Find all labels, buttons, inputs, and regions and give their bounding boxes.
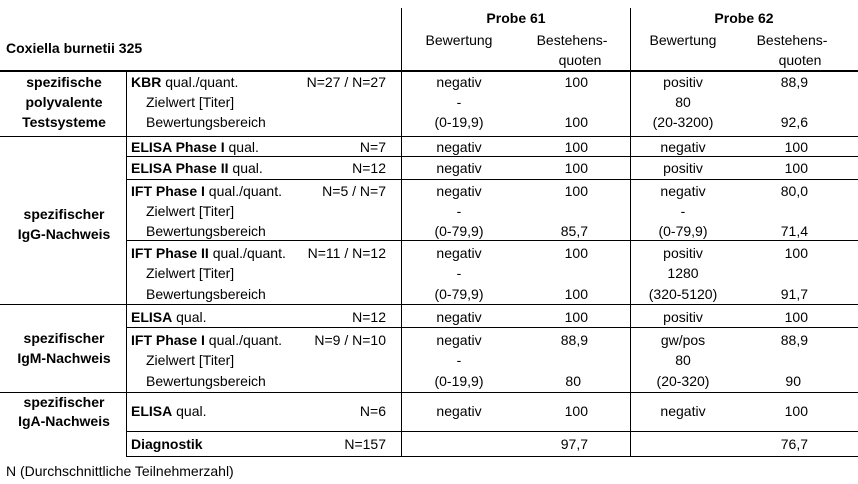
test-n: N=157 [344,436,386,452]
cell-p61-range: (0-79,9) [434,223,484,239]
row-rule [126,240,858,241]
divider-col-probe61 [401,8,402,456]
cell-p61-dash: - [456,94,462,110]
cell-p62-quote: 88,9 [780,332,808,348]
sub-zielwert: Zielwert [Titer] [146,352,235,368]
sub-bewertungsbereich: Bewertungsbereich [146,223,266,239]
cell-p62-result: negativ [660,183,706,199]
cell-p62-range: (320-5120) [648,286,718,302]
divider-col-probe62 [630,8,631,456]
group-rule-3 [0,392,858,393]
cell-p61-quote: 100 [564,245,588,261]
group-label-igg: IgG-Nachweis [17,226,111,242]
test-n: N=9 / N=10 [314,332,386,348]
cell-p62-quote: 100 [784,139,808,155]
test-n: N=7 [359,139,386,155]
test-label-ift-phase1-igm: IFT Phase I qual./quant. [131,332,282,348]
cell-p62-result: negativ [660,403,706,419]
cell-p62-quote: 91,7 [780,286,808,302]
quoten-header-62-b: quoten [778,52,822,68]
test-label-elisa-phase1: ELISA Phase I qual. [131,139,259,155]
sub-zielwert: Zielwert [Titer] [146,94,235,110]
cell-p62-result: positiv [663,160,703,176]
test-n-kbr: N=27 / N=27 [306,74,386,90]
sub-bewertungsbereich: Bewertungsbereich [146,114,266,130]
cell-p62-quote: 100 [784,160,808,176]
cell-p61-range: (0-19,9) [434,373,484,389]
cell-p62-range: (0-79,9) [658,223,708,239]
cell-p62-result: positiv [663,309,703,325]
group-label-polyvalent: spezifische [26,74,102,90]
probe62-header: Probe 62 [714,10,774,26]
cell-p61-quote: 100 [564,160,588,176]
cell-p61-result: negativ [436,245,482,261]
test-n: N=5 / N=7 [322,183,386,199]
divider-col-label [126,71,127,456]
cell-p61-quote: 80 [565,373,581,389]
cell-p62-result: positiv [663,74,703,90]
test-label-elisa-phase2: ELISA Phase II qual. [131,160,263,176]
test-n: N=12 [352,309,386,325]
cell-p61-quote: 88,9 [560,332,588,348]
sub-bewertungsbereich: Bewertungsbereich [146,286,266,302]
group-label-iga: spezifischer [23,394,105,410]
sub-zielwert: Zielwert [Titer] [146,203,235,219]
cell-p61-range: (0-79,9) [434,286,484,302]
row-rule [126,179,858,180]
bewertung-header-61: Bewertung [425,32,493,48]
test-label-diagnostik: Diagnostik [131,436,203,452]
cell-p62-quote: 100 [784,309,808,325]
test-label-elisa-iga: ELISA qual. [131,403,207,419]
row-rule [126,431,858,432]
group-label-igg: spezifischer [23,206,105,222]
test-label-ift-phase1: IFT Phase I qual./quant. [131,183,282,199]
quoten-header-61-a: Bestehens- [536,32,608,48]
cell-p61-result: negativ [436,403,482,419]
cell-p61-result: negativ [436,139,482,155]
table-bottom-rule [126,456,858,457]
cell-p61-result: negativ [436,309,482,325]
group-label-polyvalent: polyvalente [25,94,103,110]
test-n: N=6 [359,403,386,419]
sub-zielwert: Zielwert [Titer] [146,265,235,281]
cell-p61-dash: - [456,265,462,281]
cell-p62-target: 1280 [667,265,699,281]
cell-p61-result: negativ [436,160,482,176]
cell-p62-target: 80 [675,94,691,110]
cell-p62-quote: 76,7 [780,436,808,452]
group-rule-2 [0,304,858,305]
row-rule [126,156,858,157]
cell-p61-quote: 100 [564,74,588,90]
cell-p61-result: negativ [436,183,482,199]
cell-p62-result: positiv [663,245,703,261]
header-rule [0,70,858,72]
group-label-igm: spezifischer [23,330,105,346]
cell-p62-quote: 100 [784,403,808,419]
group-rule-1 [0,136,858,137]
test-n: N=12 [352,160,386,176]
bewertung-header-62: Bewertung [649,32,717,48]
test-label-kbr: KBR qual./quant. [131,74,239,90]
test-label-ift-phase2: IFT Phase II qual./quant. [131,245,286,261]
group-label-iga: IgA-Nachweis [18,413,110,429]
cell-p61-quote: 100 [564,114,588,130]
cell-p61-quote: 100 [564,139,588,155]
cell-p62-result: negativ [660,139,706,155]
cell-p62-quote: 80,0 [780,183,808,199]
footnote: N (Durchschnittliche Teilnehmerzahl) [6,463,234,479]
cell-p62-dash: - [680,203,686,219]
group-label-polyvalent: Testsysteme [22,114,106,130]
cell-p62-quote: 90 [785,373,801,389]
cell-p61-range: (0-19,9) [434,114,484,130]
test-label-elisa-igm: ELISA qual. [131,309,207,325]
probe61-header: Probe 61 [486,10,546,26]
quoten-header-61-b: quoten [558,52,602,68]
cell-p61-dash: - [456,203,462,219]
cell-p62-target: 80 [675,352,691,368]
quoten-header-62-a: Bestehens- [756,32,828,48]
cell-p61-quote: 97,7 [560,436,588,452]
cell-p62-quote: 88,9 [780,74,808,90]
cell-p61-result: negativ [436,74,482,90]
cell-p62-quote: 92,6 [780,114,808,130]
cell-p61-quote: 100 [564,309,588,325]
sub-bewertungsbereich: Bewertungsbereich [146,373,266,389]
cell-p61-dash: - [456,352,462,368]
cell-p61-result: negativ [436,332,482,348]
cell-p61-quote: 100 [564,403,588,419]
cell-p62-range: (20-320) [656,373,710,389]
cell-p61-quote: 100 [564,286,588,302]
cell-p62-quote: 71,4 [780,223,808,239]
test-n: N=11 / N=12 [307,245,386,261]
cell-p62-result: gw/pos [660,332,706,348]
cell-p61-quote: 85,7 [560,223,588,239]
cell-p62-quote: 100 [784,245,808,261]
cell-p62-range: (20-3200) [652,114,714,130]
row-rule [126,327,858,328]
table-title: Coxiella burnetii 325 [6,40,143,56]
group-label-igm: IgM-Nachweis [17,350,111,366]
cell-p61-quote: 100 [564,183,588,199]
